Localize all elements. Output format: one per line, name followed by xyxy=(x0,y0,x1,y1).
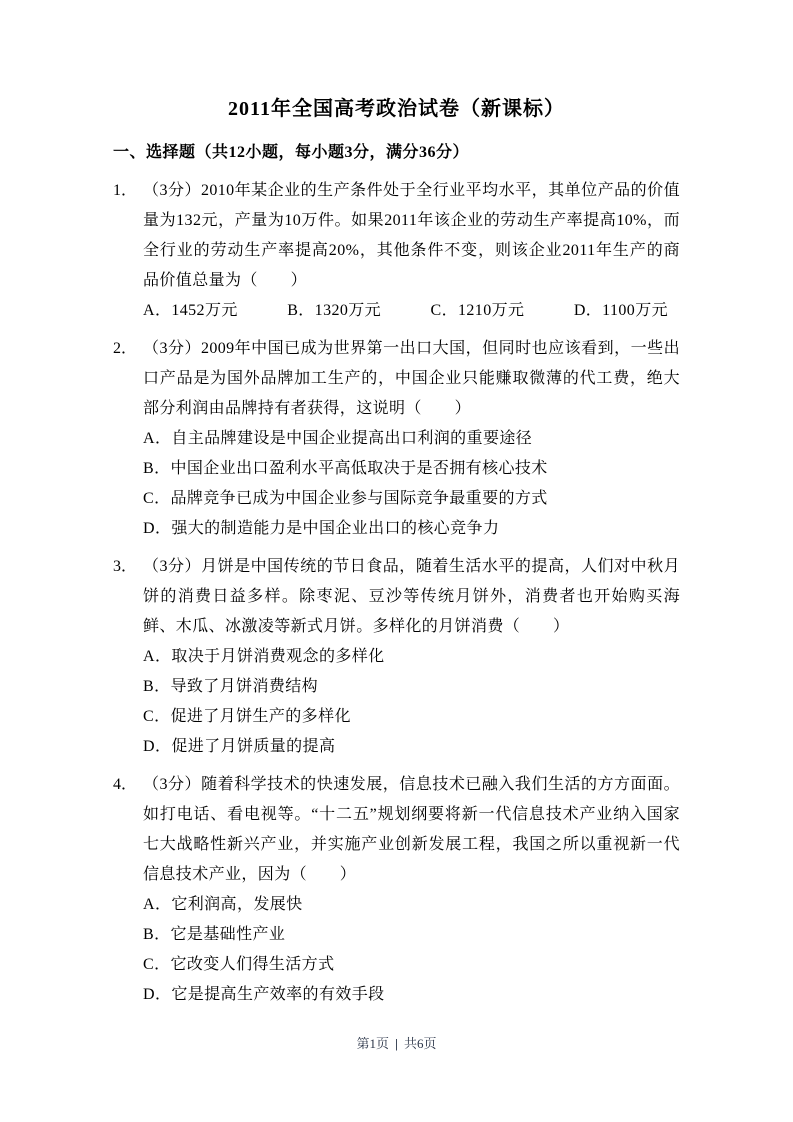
question-2 xyxy=(113,334,680,544)
question-3-stem: （3分）月饼是中国传统的节日食品，随着生活水平的提高，人们对中秋月饼的消费日益多样。除枣泥、豆沙等传统月饼外，消费者也开始购买海鲜、木瓜、冰激凌等新式月饼。多样化的月饼消费（ ） xyxy=(143,558,680,635)
question-4-number: 4． xyxy=(113,776,138,793)
question-2-option-a: A．自主品牌建设是中国企业提高出口利润的重要途径 xyxy=(143,430,533,447)
question-1-option-a: A．1452万元 xyxy=(143,302,238,319)
question-1-option-b: B．1320万元 xyxy=(287,302,382,319)
footer-current-page: 第1页 xyxy=(356,1036,390,1051)
question-1-options xyxy=(143,296,680,326)
question-3-option-a: A．取决于月饼消费观念的多样化 xyxy=(143,648,385,665)
question-2-stem-row xyxy=(113,334,680,424)
question-4-option-b: B．它是基础性产业 xyxy=(143,926,286,943)
question-2-stem: （3分）2009年中国已成为世界第一出口大国，但同时也应该看到，一些出口产品是为国外品牌加工生产的，中国企业只能赚取微薄的代工费，绝大部分利润由品牌持有者获得，这说明（ ） xyxy=(143,340,680,417)
question-1-option-c: C．1210万元 xyxy=(430,302,525,319)
footer-separator: | xyxy=(395,1036,398,1051)
question-3 xyxy=(113,552,680,762)
footer-total-pages: 共6页 xyxy=(403,1036,437,1051)
question-1-stem: （3分）2010年某企业的生产条件处于全行业平均水平，其单位产品的价值量为132元，产量为10万件。如果2011年该企业的劳动生产率提高10%，而全行业的劳动生产率提高20%，其他条件不变，则该企业2011年生产的商品价值总量为（ ） xyxy=(143,182,680,289)
question-4-option-c: C．它改变人们得生活方式 xyxy=(143,956,335,973)
question-4-options xyxy=(143,890,680,1010)
page-title: 2011年全国高考政治试卷（新课标） xyxy=(228,98,565,120)
question-1-stem-row xyxy=(113,176,680,296)
question-4 xyxy=(113,770,680,1010)
question-3-number: 3． xyxy=(113,558,138,575)
question-1 xyxy=(113,176,680,326)
question-3-option-c: C．促进了月饼生产的多样化 xyxy=(143,708,351,725)
question-2-option-b: B．中国企业出口盈利水平高低取决于是否拥有核心技术 xyxy=(143,460,548,477)
question-3-options xyxy=(143,642,680,762)
question-2-option-d: D．强大的制造能力是中国企业出口的核心竞争力 xyxy=(143,520,500,537)
question-1-option-d: D．1100万元 xyxy=(573,302,668,319)
question-4-option-a: A．它利润高，发展快 xyxy=(143,896,303,913)
question-2-option-c: C．品牌竞争已成为中国企业参与国际竞争最重要的方式 xyxy=(143,490,548,507)
page-footer xyxy=(0,1034,793,1054)
question-2-options xyxy=(143,424,680,544)
question-3-option-d: D．促进了月饼质量的提高 xyxy=(143,738,336,755)
section-heading: 一、选择题（共12小题，每小题3分，满分36分） xyxy=(113,144,470,161)
question-4-option-d: D．它是提高生产效率的有效手段 xyxy=(143,986,385,1003)
question-4-stem-row xyxy=(113,770,680,890)
question-4-stem: （3分）随着科学技术的快速发展，信息技术已融入我们生活的方方面面。如打电话、看电视等。“十二五”规划纲要将新一代信息技术产业纳入国家七大战略性新兴产业，并实施产业创新发展工程，我国之所以重视新一代信息技术产业，因为（ ） xyxy=(143,776,680,883)
question-2-number: 2． xyxy=(113,340,138,357)
question-1-number: 1． xyxy=(113,182,138,199)
question-3-option-b: B．导致了月饼消费结构 xyxy=(143,678,319,695)
question-3-stem-row xyxy=(113,552,680,642)
